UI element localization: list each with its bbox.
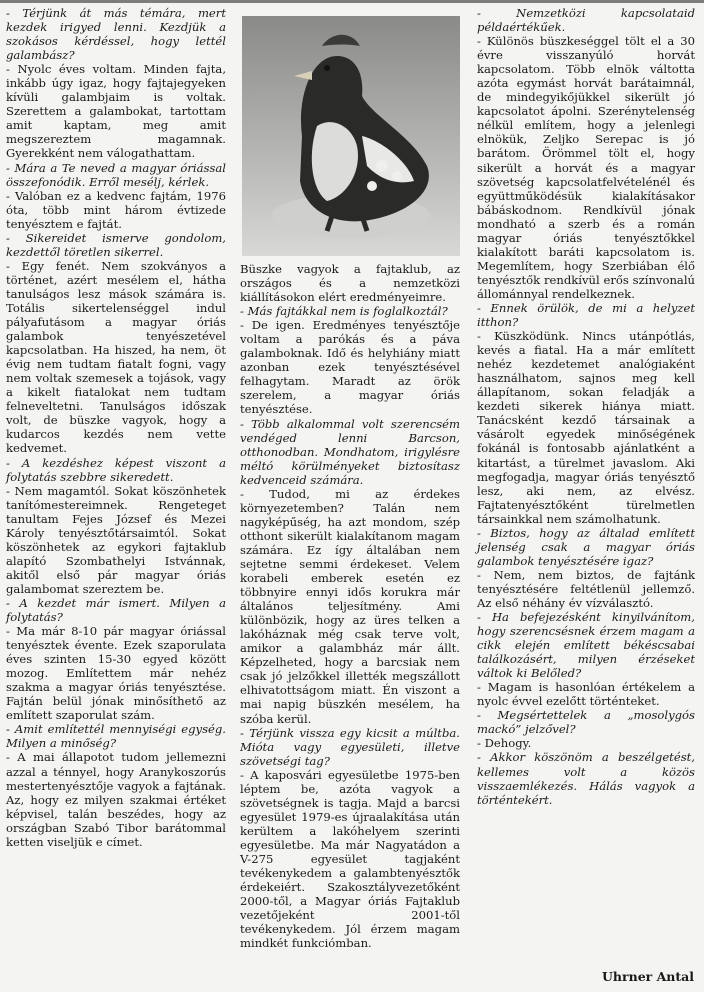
interview-answer: - Egy fenét. Nem szokványos a történet, azért mesélem el, hátha tanulságos lesz mások számára is. Totális sikertelenséggel indul pályafutásom a magyar óriás galambok tenyészetével kapcsolatban. Ha hiszed, ha nem, öt évig nem tudtam fiatalt fogni, vagy nem voltak szemesek a tojások, vagy a kikelt fiatalokat nem tudtam felneveltetni. Tanulságos időszak volt, de büszke vagyok, hogy a kudarcos kezdés nem vette kedvemet. [6, 258, 226, 456]
interview-answer: - Küszködünk. Nincs utánpótlás, kevés a fiatal. Ha a már említett nehéz kezdetemet analógiaként használhatom, sajnos meg kell állapítanom, sokan feladják a kezdeti sikerek hiánya miatt. Tanácsként kezdő társainak a vásárolt egyedek minőségének fokánál is fontosabb ajánlatként a kitartást, a türelmet javaslom. Aki megfogadja, magyar óriás tenyésztő lesz, aki nem, az elvész. Fajtatenyésztőként türelmetlen társainkkal nem számolhatunk. [477, 329, 695, 526]
author-signature: Uhrner Antal [602, 969, 694, 984]
interview-answer: - A kaposvári egyesületbe 1975-ben léptem be, azóta vagyok a szövetségnek is tagja. Majd a barcsi egyesület 1979-es újraalakítása után kerültem a lakóhelyem szerinti egyesületbe. Ma már Nagyatádon a V-275 egyesület tagjaként tevékenykedem a galambtenyésztők érdekeiért. Szakosztályvezetőként 2000-től, a Magyar óriás Fajtaklub vezetőjeként 2001-től tevékenykedem. Jól érzem magam mindkét funkciómban. [240, 767, 460, 951]
interview-answer: - Dehogy. [477, 736, 532, 751]
interview-answer: - Valóban ez a kedvenc fajtám, 1976 óta, több mint három évtizede tenyésztem e fajtát. [6, 188, 226, 231]
interview-answer: - Különös büszkeséggel tölt el a 30 évre visszanyúló horvát kapcsolatom. Több elnök váltotta azóta egymást horvát barátaimnál, de mindegyikőjükkel sikerült jó kapcsolatot ápolni. Szerénytelenség nélkül említem, hogy a jelenlegi elnökük, Zeljko Serepac is jó barátom. Örömmel tölt el, hogy sikerült a horvát és a magyar szövetség kapcsolatfelvételénél és együttműködésük kialakításakor bábáskodnom. Rendkívül jónak mondható a szerb és a román magyar óriás tenyésztőkkel kialakított baráti kapcsolatom is. Megemlítem, hogy Szerbiában élő tenyésztők rendkívül erős színvonalú állománnyal rendelkeznek. [477, 34, 695, 301]
interview-answer: - De igen. Eredményes tenyésztője voltam a parókás és a páva galamboknak. Idő és helyhiány miatt azonban ezek tenyésztésével felhagytam. Maradt az örök szerelem, a magyar óriás tenyésztése. [240, 318, 460, 417]
interview-answer: - Ma már 8-10 pár magyar óriással tenyésztek évente. Ezek szaporulata éves szinten 15-30 egyed között mozog. Említettem már nehéz szakma a magyar óriás tenyésztése. Fajtán belül jónak minősíthető az említett szaporulat szám. [6, 624, 226, 723]
interview-question: - Mára a Te neved a magyar óriással összefonódik. Erről mesélj, kérlek. [6, 160, 226, 189]
interview-answer: - Nem, nem biztos, de fajtánk tenyésztésére feltétlenül jellemző. Az első néhány év vízválasztó. [477, 567, 695, 610]
pigeon-photo [242, 16, 460, 256]
interview-question: - Amit említettél mennyiségi egység. Milyen a minőség? [6, 722, 226, 751]
interview-question: - Nemzetközi kapcsolataid példaértékűek. [477, 6, 695, 35]
interview-question: - Ennek örülök, de mi a helyzet itthon? [477, 300, 695, 330]
interview-answer: - Magam is hasonlóan értékelem a nyolc évvel ezelőtt történteket. [477, 680, 695, 709]
interview-question: - Térjünk át más témára, mert kezdek irigyed lenni. Kezdjük a szokásos kérdéssel, hogy lettél galambász? [6, 6, 226, 63]
interview-question: - Sikereidet ismerve gondolom, kezdettől töretlen sikerrel. [6, 230, 226, 259]
interview-question: - A kezdet már ismert. Milyen a folytatás? [6, 595, 226, 625]
interview-answer: - Tudod, mi az érdekes környezetemben? Talán nem nagyképűség, ha azt mondom, szép otthont sikerült kialakítanom magam számára. Ez így általában nem sejtetne semmi érdekeset. Velem korabeli emberek esetén ez többnyire ennyi idős korukra már általános teljesítmény. Ami különbözik, hogy az üres telken a lakóháznak még csak terve volt, amikor a galambház már állt. Képzelheted, hogy a barcsiak nem csak jó jelzőkkel illették megszállott elhivatottságom miatt. Én viszont a mai napig büszkén mesélem, ha szóba kerül. [240, 486, 460, 726]
interview-question: - Több alkalommal volt szerencsém vendéged lenni Barcson, otthonodban. Mondhatom, irigylésre méltó körülményeket biztosítasz kedvenceid számára. [240, 416, 460, 487]
interview-question: - Megsértettelek a „mosolygós mackó” jelzővel? [477, 708, 695, 737]
column-left [6, 6, 226, 849]
interview-question: - Biztos, hogy az általad említett jelenség csak a magyar óriás galambok tenyésztésére igaz? [477, 525, 695, 568]
interview-question: - Akkor köszönöm a beszélgetést, kellemes volt a közös visszaemlékezés. Hálás vagyok a történtekért. [477, 750, 695, 807]
interview-answer: - Nem magamtól. Sokat köszönhetek tanítómestereimnek. Rengeteget tanultam Fejes József és Mezei Károly tenyésztőtársaimtól. Sokat köszönhetek az egykori fajtaklub alapító Szombathelyi Istvánnak, akitől első pár magyar óriás galambomat szereztem be. [6, 483, 226, 596]
interview-answer: - A mai állapotot tudom jellemezni azzal a ténnyel, hogy Aranykoszorús mestertenyésztője vagyok a fajtának. Az, hogy ez milyen szakmai értéket képvisel, talán beszédes, hogy az országban Szabó Tibor barátommal ketten viseljük e címet. [6, 750, 226, 849]
interview-answer: Büszke vagyok a fajtaklub, az országos és a nemzetközi kiállításokon elért eredményeimre. [240, 262, 460, 305]
interview-question: - Más fajtákkal nem is foglalkoztál? [240, 304, 448, 319]
column-middle [240, 0, 460, 950]
interview-question: - Ha befejezésként kinyilvánítom, hogy szerencsésnek érzem magam a cikk elején említett békéscsabai találkozásért, milyen érzéseket váltok ki Belőled? [477, 610, 695, 681]
interview-question: - Térjünk vissza egy kicsit a múltba. Mióta vagy egyesületi, illetve szövetségi tag? [240, 725, 460, 768]
column-right [477, 6, 695, 807]
interview-question: - A kezdéshez képest viszont a folytatás szebbre sikeredett. [6, 455, 226, 484]
interview-answer: - Nyolc éves voltam. Minden fajta, inkább úgy igaz, hogy fajtajegyeken kívüli galambjaim is voltak. Szerettem a galambokat, tartottam amit kaptam, meg amit megszereztem magamnak. Gyerekként nem válogathattam. [6, 62, 226, 161]
